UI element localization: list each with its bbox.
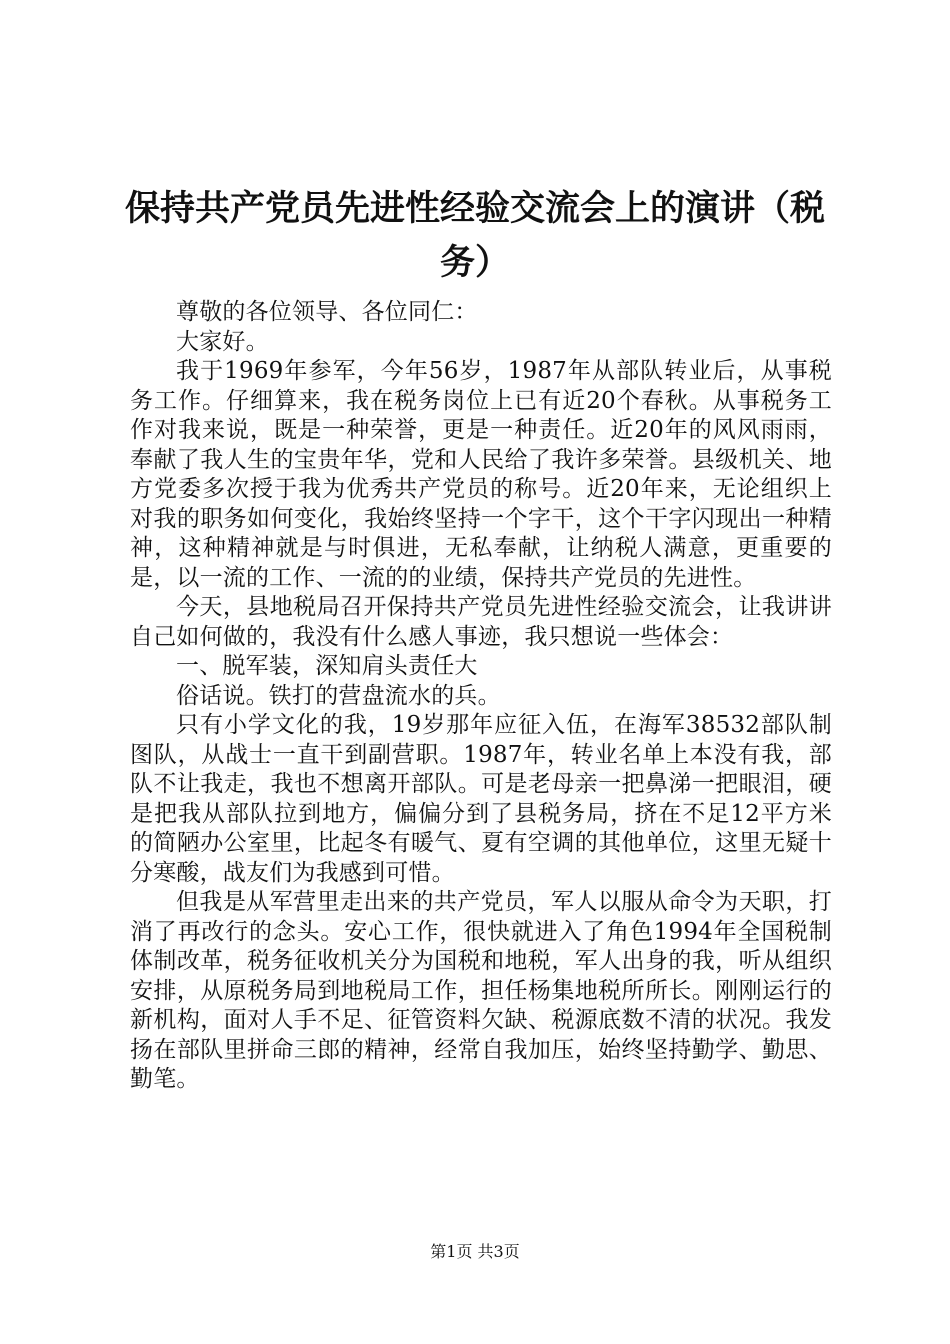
page-footer: 第1页 共3页 xyxy=(430,1242,520,1261)
paragraph-greeting: 尊敬的各位领导、各位同仁： xyxy=(176,299,478,325)
paragraph-background: 我于1969年参军，今年56岁，1987年从部队转业后，从事税务工作。仔细算来，我在税务岗位上已有近20个春秋。从事税务工作对我来说，既是一种荣誉，更是一种责任。近20年的风风雨雨，奉献了我人生的宝贵年华，党和人民给了我许多荣誉。县级机关、地方党委多次授于我为优秀共产党员的称号。近20年来，无论组织上对我的职务如何变化，我始终坚持一个字干，这个干字闪现出一种精神，这种精神就是与时俱进，无私奉献，让纳税人满意，更重要的是，以一流的工作、一流的的业绩，保持共产党员的先进性。 xyxy=(130,358,832,591)
paragraph-army-history: 只有小学文化的我，19岁那年应征入伍，在海军38532部队制图队，从战士一直干到副营职。1987年，转业名单上本没有我，部队不让我走，我也不想离开部队。可是老母亲一把鼻涕一把眼泪，硬是把我从部队拉到地方，偏偏分到了县税务局，挤在不足12平方米的简陋办公室里，比起冬有暖气、夏有空调的其他单位，这里无疑十分寒酸，战友们为我感到可惜。 xyxy=(130,712,832,886)
paragraph-occasion: 今天，县地税局召开保持共产党员先进性经验交流会，让我讲讲自己如何做的，我没有什么感人事迹，我只想说一些体会： xyxy=(130,594,832,650)
paragraph-new-role: 但我是从军营里走出来的共产党员，军人以服从命令为天职，打消了再改行的念头。安心工作，很快就进入了角色1994年全国税制体制改革，税务征收机关分为国税和地税，军人出身的我，听从组织安排，从原税务局到地税局工作，担任杨集地税所所长。刚刚运行的新机构，面对人手不足、征管资料欠缺、税源底数不清的状况。我发扬在部队里拼命三郎的精神，经常自我加压，始终坚持勤学、勤思、勤笔。 xyxy=(130,889,832,1092)
paragraph-proverb: 俗话说。铁打的营盘流水的兵。 xyxy=(176,682,501,709)
paragraph-hello: 大家好。 xyxy=(176,328,269,355)
document-title: 保持共产党员先进性经验交流会上的演讲（税务） xyxy=(124,188,825,283)
document-body xyxy=(130,298,832,1095)
section-heading-1: 一、脱军装，深知肩头责任大 xyxy=(176,653,478,679)
